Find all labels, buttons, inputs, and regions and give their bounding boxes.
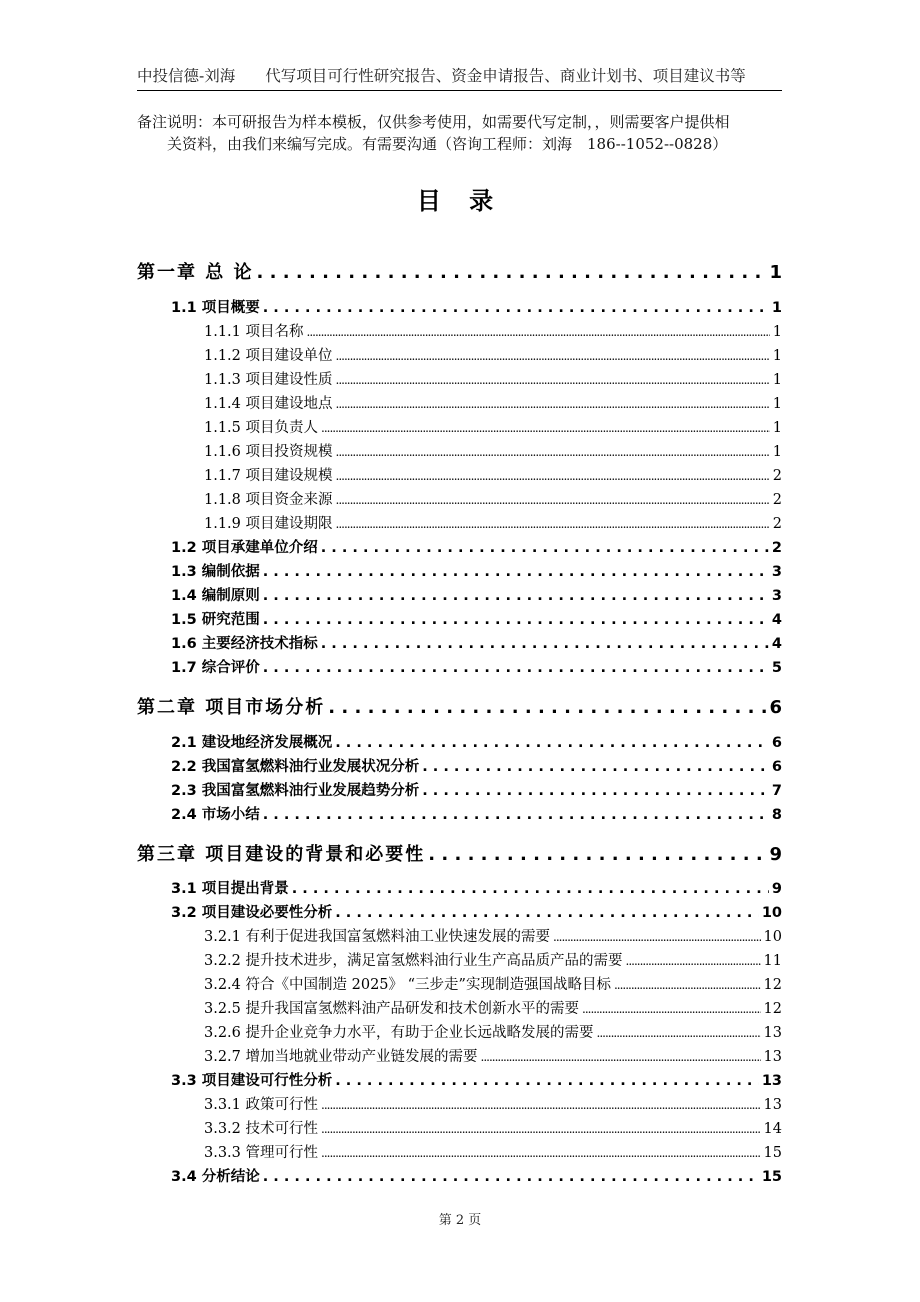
toc-entry-page: 2 <box>772 516 782 532</box>
toc-leader-dots <box>335 1073 759 1089</box>
toc-entry[interactable] <box>171 296 782 317</box>
toc-leader-dots <box>257 262 767 283</box>
toc-entry[interactable] <box>171 608 782 629</box>
toc-entry-page: 4 <box>771 612 782 628</box>
toc-entry-page: 10 <box>763 929 782 945</box>
toc-entry-title: 1.5 研究范围 <box>171 612 260 628</box>
toc-entry-page: 12 <box>763 1001 782 1017</box>
toc-entry-page: 9 <box>771 881 782 897</box>
toc-entry[interactable] <box>204 416 782 437</box>
toc-entry-title: 1.1.5 项目负责人 <box>204 420 319 436</box>
toc-entry-title: 3.3.1 政策可行性 <box>204 1097 319 1113</box>
toc-leader-dots <box>336 373 770 387</box>
toc-leader-dots <box>321 540 769 556</box>
toc-entry[interactable] <box>204 1021 782 1042</box>
toc-entry-title: 第三章 项目建设的背景和必要性 <box>137 844 426 865</box>
toc-entry[interactable] <box>204 1117 782 1138</box>
toc-entry[interactable] <box>171 731 782 752</box>
toc-entry-page: 6 <box>771 735 782 751</box>
toc-leader-dots <box>307 325 770 339</box>
toc-entry-page: 13 <box>761 1073 782 1089</box>
toc-leader-dots <box>336 349 770 363</box>
toc-leader-dots <box>481 1050 761 1064</box>
toc-entry-title: 3.3 项目建设可行性分析 <box>171 1073 333 1089</box>
toc-entry-title: 1.1.6 项目投资规模 <box>204 444 333 460</box>
toc-entry-page: 6 <box>769 697 782 718</box>
toc-entry-page: 9 <box>769 844 782 865</box>
toc-entry-page: 4 <box>771 636 782 652</box>
toc-entry-page: 14 <box>763 1121 782 1137</box>
toc-leader-dots <box>321 1146 761 1160</box>
toc-leader-dots <box>422 783 769 799</box>
header-services: 代写项目可行性研究报告、资金申请报告、商业计划书、项目建议书等 <box>265 67 746 85</box>
toc-leader-dots <box>626 954 761 968</box>
toc-entry-page: 1 <box>772 396 782 412</box>
page-header <box>137 64 782 91</box>
toc-entry[interactable] <box>171 779 782 800</box>
toc-entry-page: 1 <box>772 372 782 388</box>
toc-entry-title: 2.3 我国富氢燃料油行业发展趋势分析 <box>171 783 420 799</box>
toc-entry-title: 3.2.1 有利于促进我国富氢燃料油工业快速发展的需要 <box>204 929 551 945</box>
toc-leader-dots <box>263 564 769 580</box>
remark-note <box>137 111 782 155</box>
toc-entry-page: 2 <box>771 540 782 556</box>
toc-entry-title: 3.2.5 提升我国富氢燃料油产品研发和技术创新水平的需要 <box>204 1001 580 1017</box>
toc-leader-dots <box>321 636 769 652</box>
toc-entry-title: 第一章 总 论 <box>137 262 254 283</box>
toc-entry-page: 2 <box>772 492 782 508</box>
toc-entry-title: 3.2 项目建设必要性分析 <box>171 905 333 921</box>
toc-entry[interactable] <box>204 344 782 365</box>
toc-leader-dots <box>263 588 769 604</box>
toc-entry-title: 1.1.3 项目建设性质 <box>204 372 333 388</box>
toc-leader-dots <box>335 905 759 921</box>
toc-entry[interactable] <box>171 1069 782 1090</box>
toc-leader-dots <box>292 881 769 897</box>
toc-entry[interactable] <box>204 997 782 1018</box>
toc-entry[interactable] <box>171 755 782 776</box>
toc-entry[interactable] <box>171 632 782 653</box>
toc-entry[interactable] <box>171 656 782 677</box>
toc-leader-dots <box>263 1169 759 1185</box>
toc-leader-dots <box>428 844 766 865</box>
toc-entry-title: 2.1 建设地经济发展概况 <box>171 735 333 751</box>
toc-entry-title: 3.2.2 提升技术进步，满足富氢燃料油行业生产高品质产品的需要 <box>204 953 623 969</box>
toc-entry-page: 3 <box>771 564 782 580</box>
toc-entry-page: 13 <box>763 1097 782 1113</box>
toc-entry[interactable] <box>204 464 782 485</box>
toc-entry-title: 1.1.1 项目名称 <box>204 324 304 340</box>
toc-entry-page: 11 <box>763 953 782 969</box>
toc-entry[interactable] <box>204 973 782 994</box>
toc-entry-title: 3.3.3 管理可行性 <box>204 1145 319 1161</box>
toc-entry[interactable] <box>204 1093 782 1114</box>
toc-entry-title: 1.1.7 项目建设规模 <box>204 468 333 484</box>
toc-entry[interactable] <box>204 320 782 341</box>
toc-entry[interactable] <box>204 949 782 970</box>
toc-entry-page: 3 <box>771 588 782 604</box>
toc-entry-title: 1.1.2 项目建设单位 <box>204 348 333 364</box>
toc-entry-title: 2.2 我国富氢燃料油行业发展状况分析 <box>171 759 420 775</box>
toc-leader-dots <box>321 1098 761 1112</box>
toc-leader-dots <box>553 930 761 944</box>
toc-entry[interactable] <box>171 877 782 898</box>
toc-leader-dots <box>328 697 766 718</box>
toc-entry-page: 1 <box>771 300 782 316</box>
toc-entry-page: 1 <box>772 444 782 460</box>
toc-entry[interactable] <box>171 584 782 605</box>
toc-leader-dots <box>263 807 769 823</box>
toc-entry[interactable] <box>204 512 782 533</box>
toc-leader-dots <box>597 1026 761 1040</box>
toc-entry[interactable] <box>204 925 782 946</box>
toc-entry-title: 3.2.4 符合《中国制造 2025》 “三步走”实现制造强国战略目标 <box>204 977 611 993</box>
toc-leader-dots <box>335 735 769 751</box>
toc-entry-page: 13 <box>763 1049 782 1065</box>
toc-entry[interactable] <box>137 840 782 866</box>
toc-entry[interactable] <box>171 901 782 922</box>
toc-leader-dots <box>263 300 769 316</box>
toc-entry-title: 3.2.6 提升企业竞争力水平，有助于企业长远战略发展的需要 <box>204 1025 594 1041</box>
toc-entry-page: 7 <box>771 783 782 799</box>
toc-entry-page: 1 <box>772 348 782 364</box>
toc-entry-title: 1.1.4 项目建设地点 <box>204 396 333 412</box>
toc-leader-dots <box>336 517 770 531</box>
toc-leader-dots <box>336 493 770 507</box>
toc-leader-dots <box>321 1122 761 1136</box>
toc-leader-dots <box>422 759 769 775</box>
toc-entry-title: 1.1.9 项目建设期限 <box>204 516 333 532</box>
toc-leader-dots <box>336 445 770 459</box>
page-title: 目 录 <box>416 187 504 215</box>
toc-entry-title: 第二章 项目市场分析 <box>137 697 326 718</box>
toc-leader-dots <box>321 421 770 435</box>
remark-line-1: 备注说明：本可研报告为样本模板，仅供参考使用，如需要代写定制，，则需要客户提供相 <box>137 113 730 131</box>
toc-entry-title: 1.3 编制依据 <box>171 564 260 580</box>
page-number: 第 2 页 <box>438 1213 482 1228</box>
toc-entry[interactable] <box>204 1045 782 1066</box>
toc-entry-title: 1.1.8 项目资金来源 <box>204 492 333 508</box>
toc-leader-dots <box>582 1002 761 1016</box>
toc-leader-dots <box>336 397 770 411</box>
toc-entry-page: 12 <box>763 977 782 993</box>
toc-entry-page: 1 <box>769 262 782 283</box>
toc-entry-page: 1 <box>772 324 782 340</box>
toc-entry-page: 15 <box>763 1145 782 1161</box>
toc-entry[interactable] <box>204 440 782 461</box>
remark-line-2: 关资料，由我们来编写完成。有需要沟通（咨询工程师：刘海 186--1052--0828） <box>167 135 728 153</box>
toc-entry-title: 1.6 主要经济技术指标 <box>171 636 318 652</box>
toc-entry[interactable] <box>137 693 782 719</box>
toc-entry-title: 1.1 项目概要 <box>171 300 260 316</box>
toc-entry-page: 6 <box>771 759 782 775</box>
toc-leader-dots <box>336 469 770 483</box>
toc-entry-title: 3.1 项目提出背景 <box>171 881 289 897</box>
toc-entry-title: 1.4 编制原则 <box>171 588 260 604</box>
toc-entry[interactable] <box>204 392 782 413</box>
toc-entry[interactable] <box>204 368 782 389</box>
toc-entry-title: 3.4 分析结论 <box>171 1169 260 1185</box>
toc-entry[interactable] <box>137 258 782 284</box>
toc-entry-page: 8 <box>771 807 782 823</box>
toc-entry-title: 1.2 项目承建单位介绍 <box>171 540 318 556</box>
toc-entry-page: 15 <box>761 1169 782 1185</box>
toc-entry[interactable] <box>171 1165 782 1186</box>
toc-leader-dots <box>263 660 769 676</box>
toc-leader-dots <box>263 612 769 628</box>
toc-entry[interactable] <box>171 560 782 581</box>
toc-entry[interactable] <box>204 1141 782 1162</box>
toc-entry-page: 5 <box>771 660 782 676</box>
toc-entry-page: 13 <box>763 1025 782 1041</box>
toc-entry[interactable] <box>171 803 782 824</box>
toc-entry-page: 10 <box>761 905 782 921</box>
toc-entry-title: 2.4 市场小结 <box>171 807 260 823</box>
toc-entry-title: 3.3.2 技术可行性 <box>204 1121 319 1137</box>
toc-entry-title: 1.7 综合评价 <box>171 660 260 676</box>
toc-entry-page: 1 <box>772 420 782 436</box>
toc-leader-dots <box>614 978 761 992</box>
toc-entry[interactable] <box>171 536 782 557</box>
header-author: 中投信德-刘海 <box>137 67 236 85</box>
toc-entry-page: 2 <box>772 468 782 484</box>
toc-entry[interactable] <box>204 488 782 509</box>
toc-entry-title: 3.2.7 增加当地就业带动产业链发展的需要 <box>204 1049 478 1065</box>
